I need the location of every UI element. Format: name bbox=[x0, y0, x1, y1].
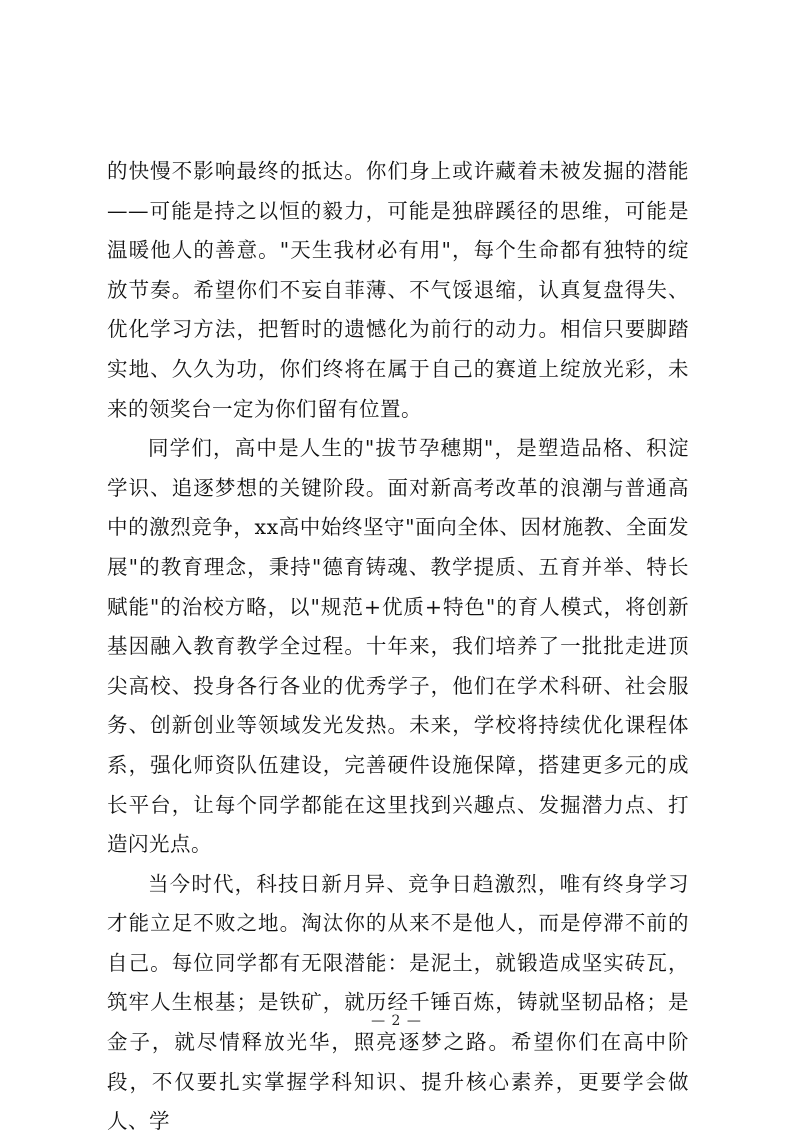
paragraph-school-philosophy: 同学们，高中是人生的"拔节孕穗期"，是塑造品格、积淀学识、追逐梦想的关键阶段。面对新高考改革的浪潮与普通高中的激烈竞争，xx高中始终坚守"面向全体、因材施教、全面发展"的教育理念，秉持"德育铸魂、教学提质、五育并举、特长赋能"的治校方略，以"规范+优质+特色"的育人模式，将创新基因融入教育教学全过程。十年来，我们培养了一批批走进顶尖高校、投身各行各业的优秀学子，他们在学术科研、社会服务、创新创业等领域发光发热。未来，学校将持续优化课程体系，强化师资队伍建设，完善硬件设施保障，搭建更多元的成长平台，让每个同学都能在这里找到兴趣点、发掘潜力点、打造闪光点。 bbox=[107, 436, 689, 857]
paragraph-lifelong-learning: 当今时代，科技日新月异、竞争日趋激烈，唯有终身学习才能立足不败之地。淘汰你的从来不是他人，而是停滞不前的自己。每位同学都有无限潜能：是泥土，就锻造成坚实砖瓦，筑牢人生根基；是铁矿，就历经千锤百炼，铸就坚韧品格；是金子，就尽情释放光华，照亮逐梦之路。希望你们在高中阶段，不仅要扎实掌握学科知识、提升核心素养，更要学会做人、学 bbox=[107, 871, 689, 1134]
page-number: — 2 — bbox=[371, 1013, 422, 1029]
body-text bbox=[107, 152, 689, 1142]
paragraph-continuation: 的快慢不影响最终的抵达。你们身上或许藏着未被发掘的潜能——可能是持之以恒的毅力，可能是独辟蹊径的思维，可能是温暖他人的善意。"天生我材必有用"，每个生命都有独特的绽放节奏。希望你们不妄自菲薄、不气馁退缩，认真复盘得失、优化学习方法，把暂时的遗憾化为前行的动力。相信只要脚踏实地、久久为功，你们终将在属于自己的赛道上绽放光彩，未来的领奖台一定为你们留有位置。 bbox=[107, 159, 689, 421]
